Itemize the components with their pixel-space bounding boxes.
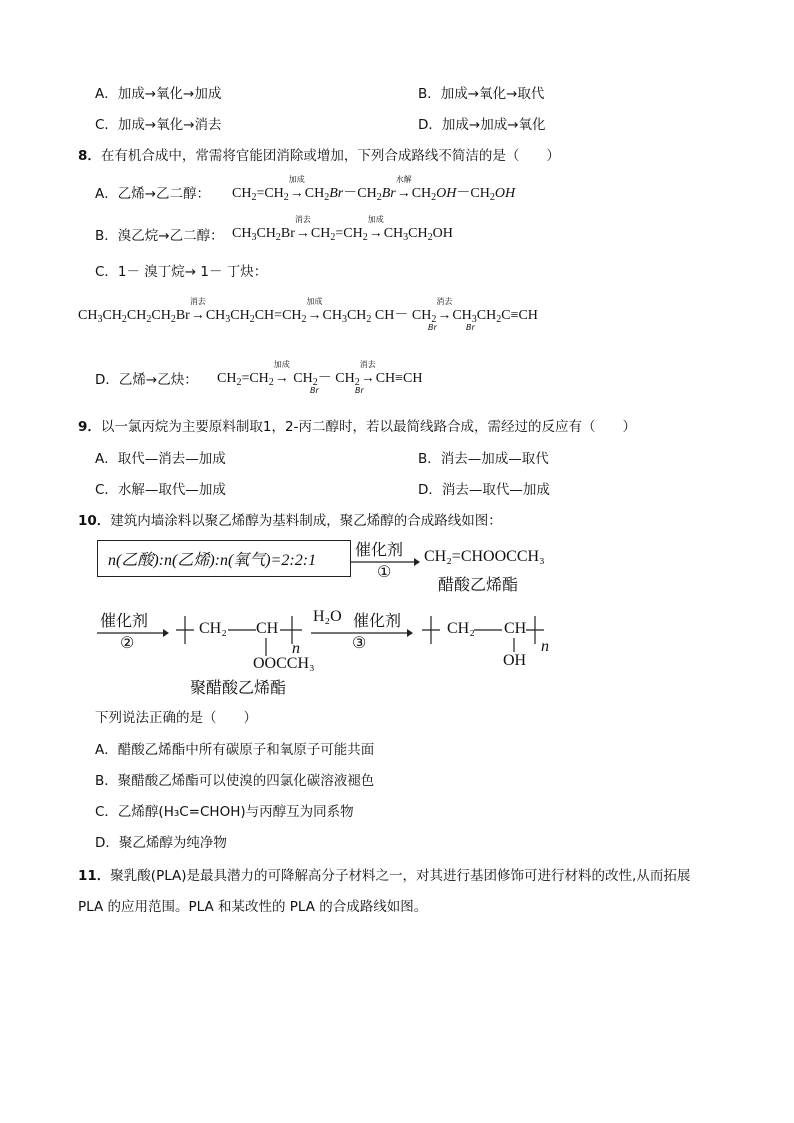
arrow: 加成 →: [307, 308, 323, 324]
q8-option-c-label: C．1－ 溴丁烷→ 1－ 丁炔：: [95, 264, 268, 280]
q11-line-2: PLA 的应用范围。PLA 和某改性的 PLA 的合成路线如图。: [78, 899, 428, 915]
q7-option-c: C．加成→氧化→消去: [95, 117, 222, 133]
arrow-label: 消去: [436, 297, 453, 306]
ch2-group: [199, 620, 227, 638]
arrow: 加成 →: [289, 186, 305, 202]
q8-option-a-label: A．乙烯→乙二醇：: [95, 186, 211, 202]
arrow: 加成 →: [368, 226, 384, 242]
q11-line-1: [78, 864, 690, 884]
arrow: 消去 →: [436, 308, 452, 324]
polyvinyl-acetate-name: 聚醋酸乙烯酯: [190, 680, 287, 697]
n-subscript: n: [292, 640, 300, 657]
arrow: 加成 →: [274, 371, 290, 387]
q8-option-c-equation: $CH_3CH_2CH_2CH_2Br$ 消去 $\to CH_3CH_2CH=CH_2$ 加成 $\to CH_3CH_2$ $CH- CH_2$ 消去 $\to CH_3CH_2C\equiv CH$: [78, 297, 538, 325]
arrow-label: 水解: [395, 175, 412, 184]
step-2-label: ②: [120, 635, 135, 652]
question-text: 在有机合成中，常需将官能团消除或增加，下列合成路线不简洁的是（ ）: [100, 148, 560, 164]
water-label: H₂O: [313, 608, 342, 625]
oocch3-group: OOCCH₃: [253, 655, 315, 672]
q9-stem: [78, 415, 636, 435]
q9-option-a: A．取代—消去—加成: [95, 451, 226, 467]
question-number: 11．: [78, 868, 111, 884]
q9-option-b: B．消去—加成—取代: [418, 451, 549, 467]
q7-option-b: B．加成→氧化→取代: [418, 86, 545, 102]
arrow-label: 消去: [294, 215, 311, 224]
bromine-substituent: Br: [355, 386, 364, 395]
ch-group: CH: [256, 620, 279, 637]
q10-prompt: 下列说法正确的是（ ）: [95, 710, 257, 726]
q11-line-1-text: [78, 868, 690, 884]
step-1-label: ①: [377, 564, 392, 581]
q9-option-d: D．消去—取代—加成: [418, 482, 550, 498]
q8-option-d-equation: $CH_2=CH_2$ 加成 → $CH_2- CH_2$ 消去 →CH≡CH: [217, 360, 423, 388]
arrow-label: 加成: [288, 175, 305, 184]
q8-option-b-label: B．溴乙烷→乙二醇：: [95, 228, 224, 244]
polyvinyl-alcohol-structure: [418, 612, 548, 662]
bromine-substituent: Br: [428, 323, 437, 332]
ch2-text: CH₂: [199, 620, 227, 637]
bromine-substituent: Br: [310, 386, 319, 395]
q10-option-a: A．醋酸乙烯酯中所有碳原子和氧原子可能共面: [95, 742, 375, 758]
arrow: 消去 →: [190, 308, 206, 324]
ratio-text: n(乙酸):n(乙烯):n(氧气)=2:2:1: [108, 552, 317, 569]
n-subscript-2: n: [541, 638, 549, 655]
q7-option-d: D．加成→加成→氧化: [418, 117, 546, 133]
arrow: 消去 →: [295, 226, 311, 242]
q8-option-b-equation: $CH_3CH_2Br$ 消去 $\to CH_2=CH_2$ 加成 $\to CH_3CH_2OH$: [232, 215, 453, 243]
q10-option-d: D．聚乙烯醇为纯净物: [95, 835, 227, 851]
q8-stem: [78, 144, 560, 164]
q9-stem-text: [78, 419, 636, 435]
q8-stem-text: [78, 148, 560, 164]
q9-option-c: C．水解—取代—加成: [95, 482, 226, 498]
question-number: 10．: [78, 513, 111, 529]
question-text: 聚乳酸(PLA)是最具潜力的可降解高分子材料之一，对其进行基团修饰可进行材料的改性,从而拓展: [110, 868, 691, 884]
arrow-label: 加成: [367, 215, 384, 224]
catalyst-label-2: 催化剂: [100, 613, 149, 630]
arrow-label: 加成: [306, 297, 323, 306]
vinyl-acetate-formula: CH₂=CHOOCCH₃: [424, 548, 545, 565]
ch2-group-2: CH₂: [447, 620, 475, 637]
question-number: 8．: [78, 148, 101, 164]
arrow: 水解 →: [396, 186, 412, 202]
oh-group: OH: [503, 652, 527, 669]
q10-option-b: B．聚醋酸乙烯酯可以使溴的四氯化碳溶液褪色: [95, 773, 375, 789]
catalyst-label-3: 催化剂: [353, 613, 402, 630]
step-3-label: ③: [352, 635, 367, 652]
q10-stem-text: [78, 513, 502, 529]
q8-option-d-label: D．乙烯→乙炔：: [95, 372, 198, 388]
catalyst-label-1: 催化剂: [355, 542, 404, 559]
q10-option-c: C．乙烯醇(H₃C=CHOH)与丙醇互为同系物: [95, 804, 354, 820]
arrow-label: 消去: [189, 297, 206, 306]
q7-option-a: A．加成→氧化→加成: [95, 86, 222, 102]
arrow-label: 消去: [359, 360, 376, 369]
arrow-label: 加成: [273, 360, 290, 369]
question-text: 建筑内墙涂料以聚乙烯醇为基料制成，聚乙烯醇的合成路线如图：: [110, 513, 502, 529]
arrow: 消去 →: [360, 371, 376, 387]
ch-group-2: CH: [504, 620, 527, 637]
question-number: 9．: [78, 419, 101, 435]
vinyl-acetate-name: 醋酸乙烯酯: [438, 577, 519, 594]
q8-option-a-equation: $CH_2=CH_2$ 加成 $\to CH_2Br-CH_2Br$ 水解 $\to CH_2OH-CH_2OH$: [232, 175, 516, 203]
question-text: 以一氯丙烷为主要原料制取1，2-丙二醇时，若以最简线路合成，需经过的反应有（ ）: [100, 419, 636, 435]
bromine-substituent: Br: [466, 323, 475, 332]
q10-stem: [78, 509, 502, 529]
